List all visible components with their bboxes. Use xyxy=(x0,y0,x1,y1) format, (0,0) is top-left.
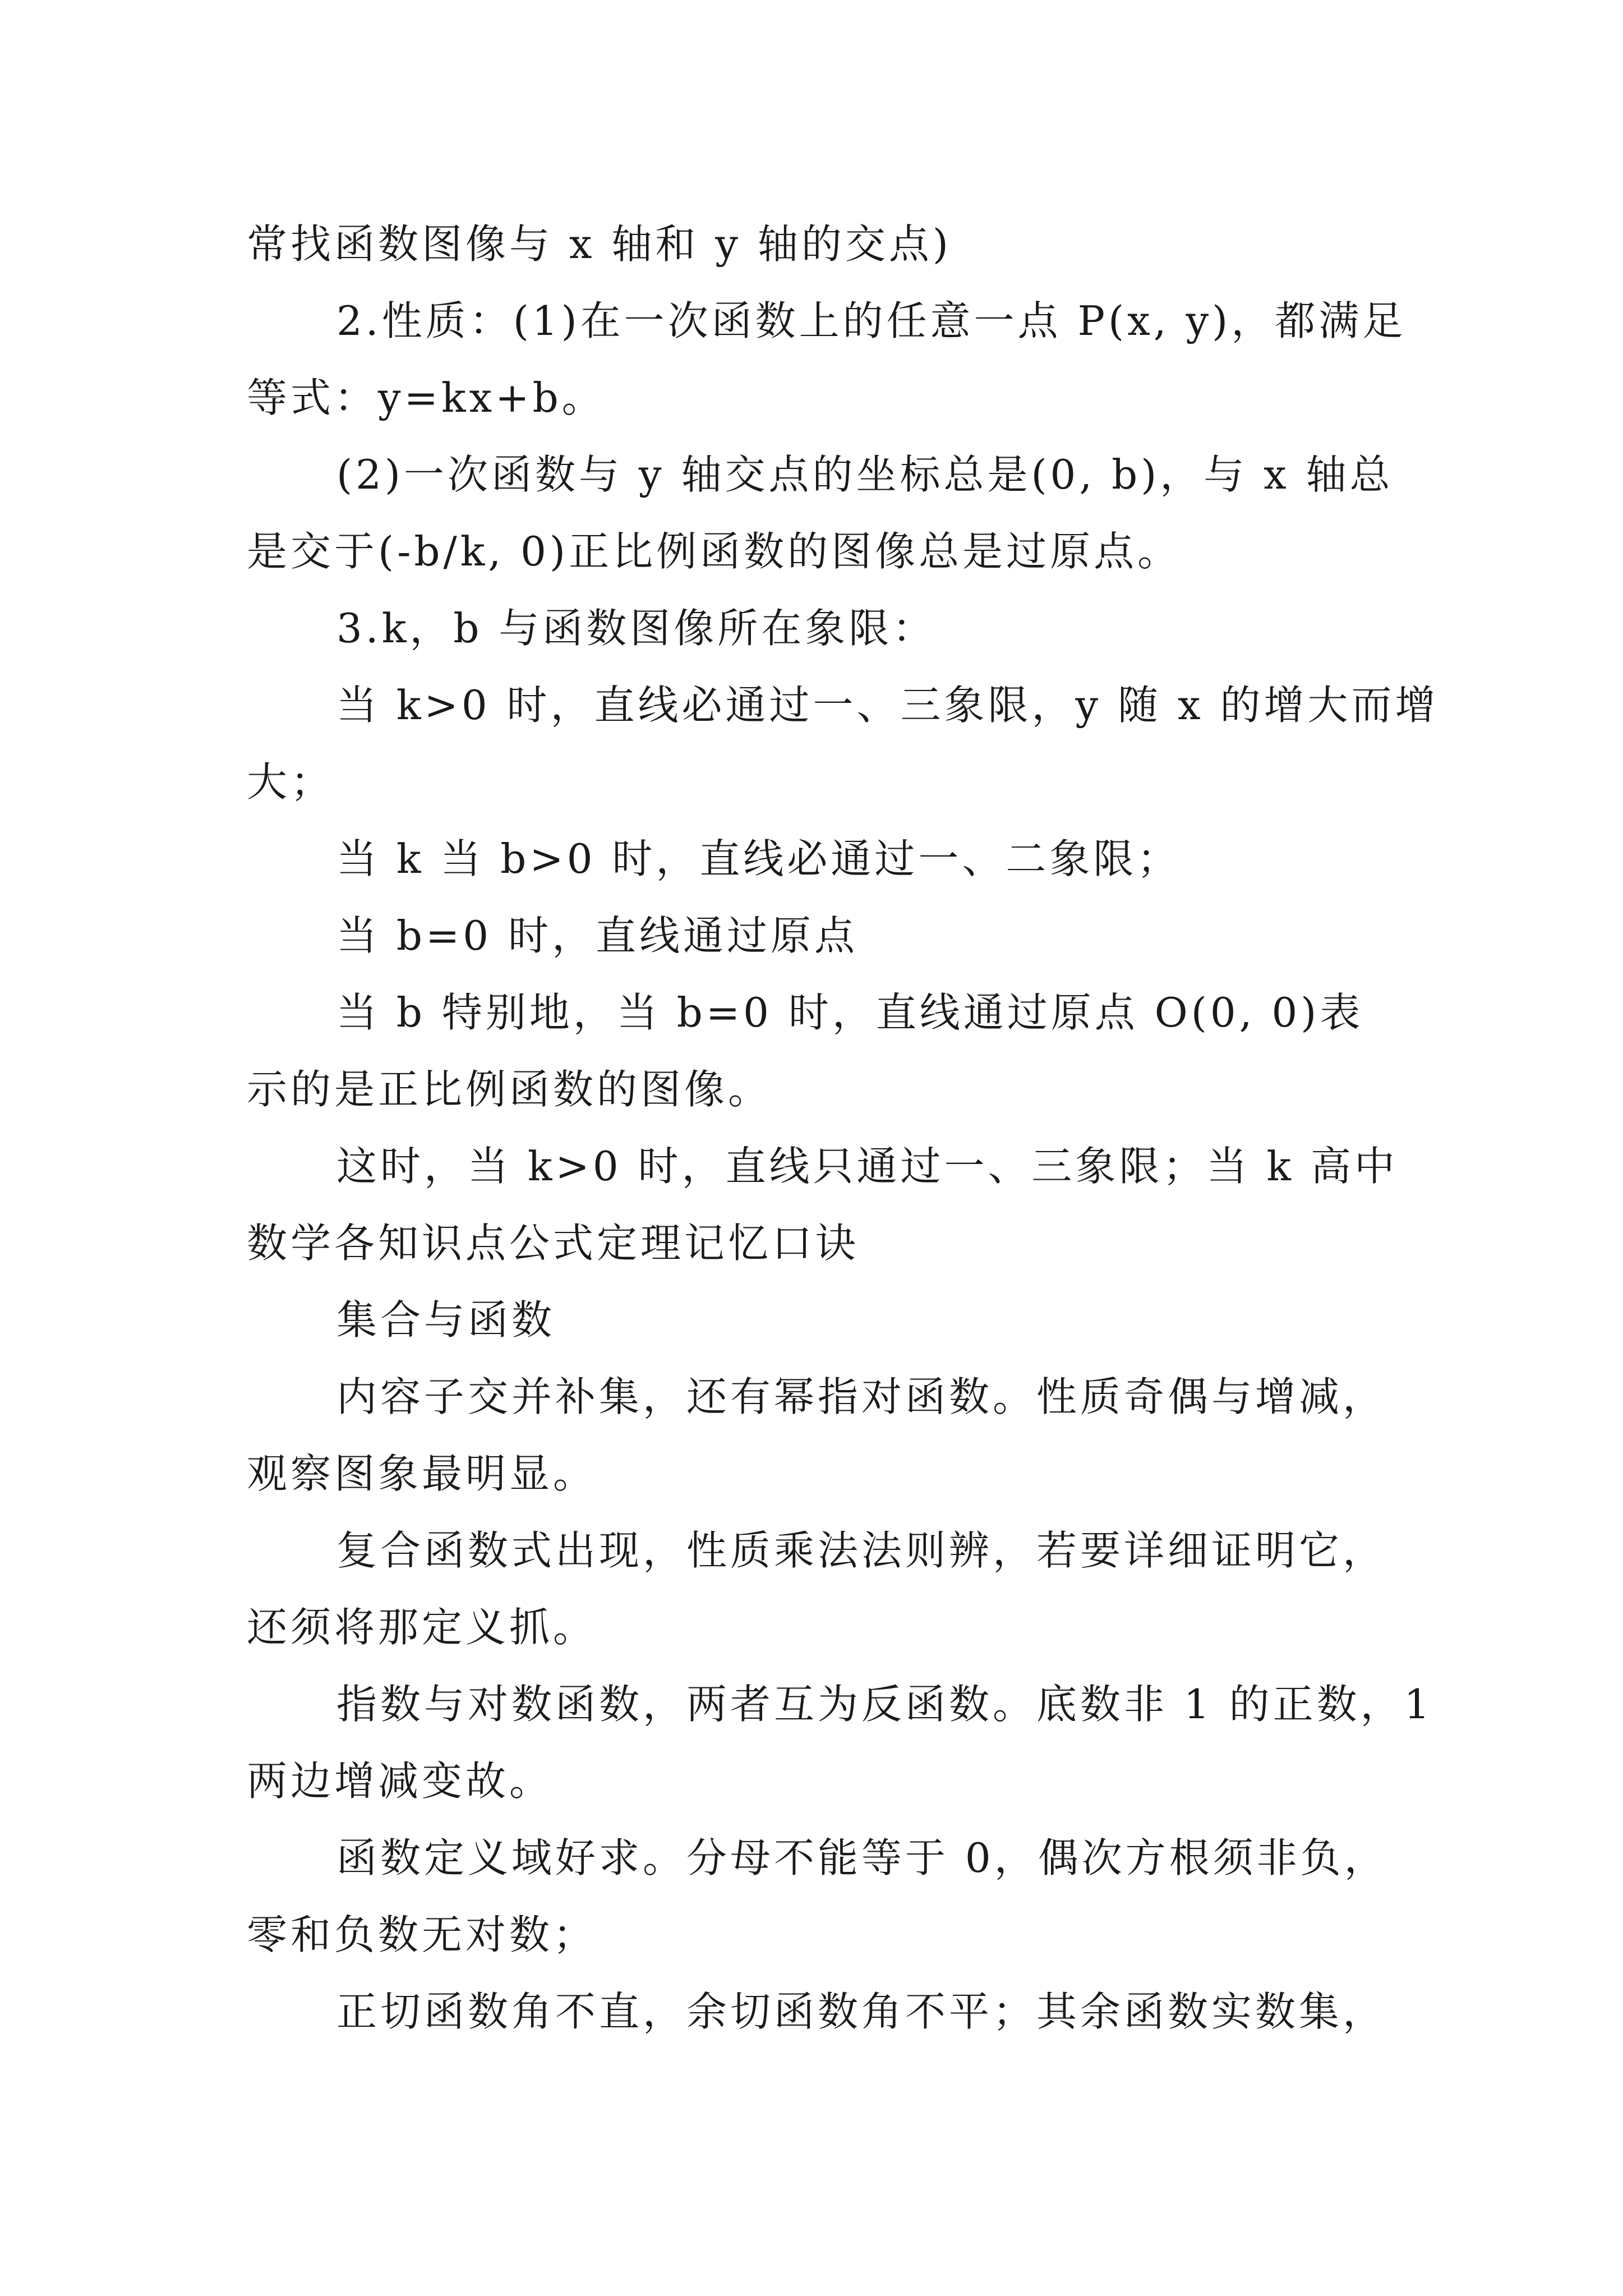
text-line-22: 函数定义域好求。分母不能等于 0，偶次方根须非负， xyxy=(336,1834,1388,1881)
text-line-11: 当 b 特别地，当 b=0 时，直线通过原点 O(0, 0)表 xyxy=(336,989,1364,1036)
text-line-23: 零和负数无对数； xyxy=(247,1911,597,1958)
text-line-16: 内容子交并补集，还有幂指对函数。性质奇偶与增减， xyxy=(336,1373,1387,1420)
text-line-6: 3.k，b 与函数图像所在象限： xyxy=(336,605,937,652)
text-line-2: 2.性质：(1)在一次函数上的任意一点 P(x, y)，都满足 xyxy=(336,297,1407,344)
text-line-4: (2)一次函数与 y 轴交点的坐标总是(0, b)，与 x 轴总 xyxy=(336,451,1394,498)
text-line-1: 常找函数图像与 x 轴和 y 轴的交点) xyxy=(247,220,952,268)
text-line-13: 这时，当 k>0 时，直线只通过一、三象限；当 k 高中 xyxy=(336,1143,1398,1190)
text-line-21: 两边增减变故。 xyxy=(247,1757,554,1805)
text-line-10: 当 b=0 时，直线通过原点 xyxy=(336,912,859,959)
text-line-17: 观察图象最明显。 xyxy=(247,1450,597,1497)
text-line-15: 集合与函数 xyxy=(336,1296,556,1343)
text-line-7: 当 k>0 时，直线必通过一、三象限，y 随 x 的增大而增 xyxy=(336,682,1439,729)
text-line-19: 还须将那定义抓。 xyxy=(247,1604,597,1651)
text-line-8: 大； xyxy=(247,758,335,806)
text-line-14: 数学各知识点公式定理记忆口诀 xyxy=(247,1220,860,1267)
text-line-18: 复合函数式出现，性质乘法法则辨，若要详细证明它， xyxy=(336,1527,1387,1574)
text-line-12: 示的是正比例函数的图像。 xyxy=(247,1066,772,1113)
text-line-5: 是交于(-b/k, 0)正比例函数的图像总是过原点。 xyxy=(247,528,1182,575)
text-line-9: 当 k 当 b>0 时，直线必通过一、二象限； xyxy=(336,835,1181,882)
text-line-24: 正切函数角不直，余切函数角不平；其余函数实数集， xyxy=(336,1988,1387,2035)
text-line-20: 指数与对数函数，两者互为反函数。底数非 1 的正数，1 xyxy=(336,1681,1433,1728)
text-line-3: 等式：y=kx+b。 xyxy=(247,374,606,421)
